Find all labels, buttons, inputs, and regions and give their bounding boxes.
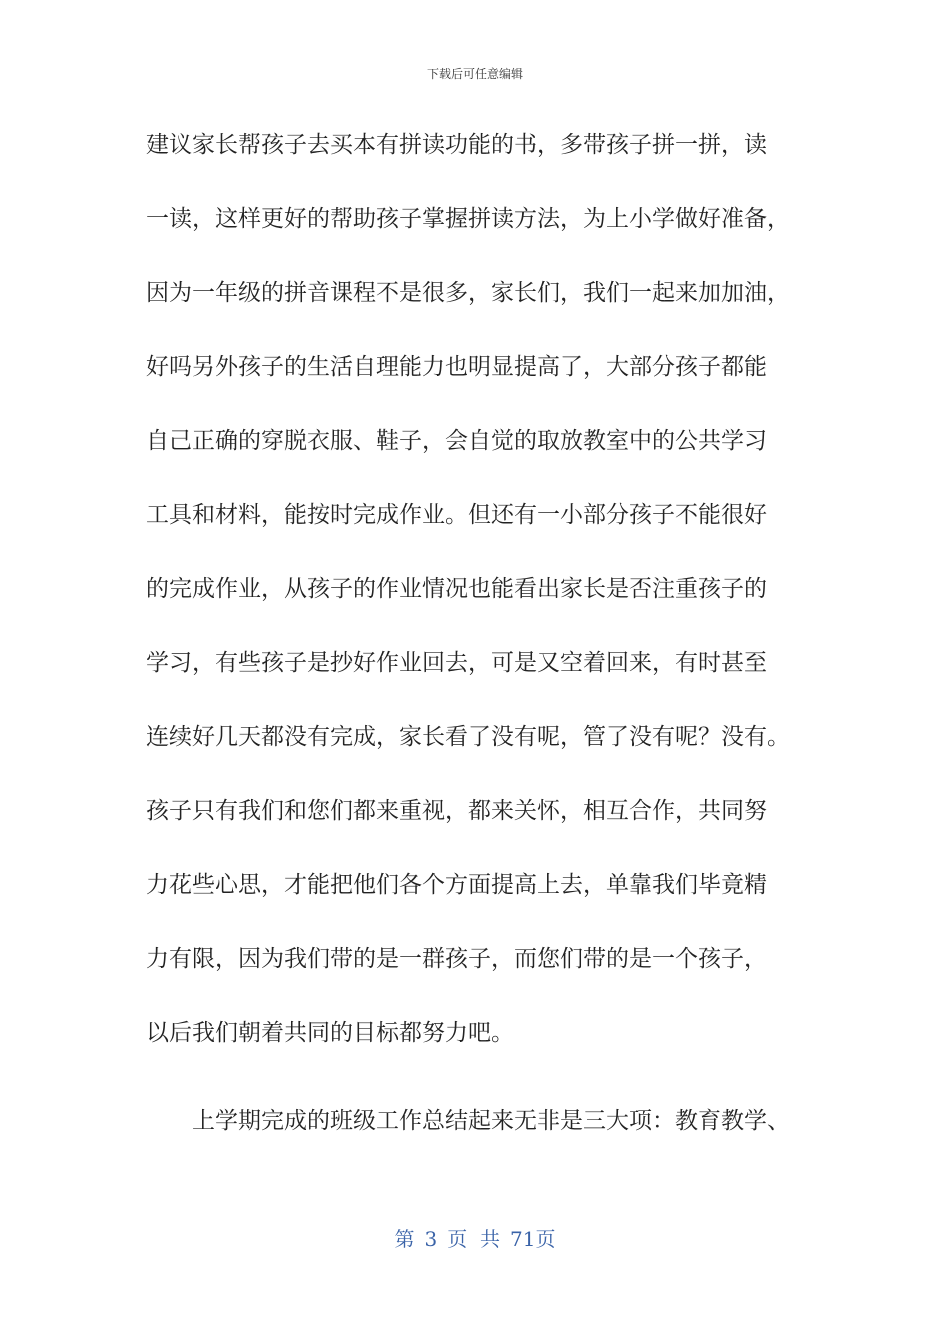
text-line-9: 连续好几天都没有完成，家长看了没有呢，管了没有呢？没有。 bbox=[146, 724, 790, 750]
text-line-6: 工具和材料，能按时完成作业。但还有一小部分孩子不能很好 bbox=[146, 502, 767, 528]
text-line-2: 一读，这样更好的帮助孩子掌握拼读方法，为上小学做好准备， bbox=[146, 206, 790, 232]
footer-total-pages: 71 bbox=[510, 1227, 536, 1251]
text-line-1: 建议家长帮孩子去买本有拼读功能的书，多带孩子拼一拼，读 bbox=[146, 132, 767, 158]
text-line-11: 力花些心思，才能把他们各个方面提高上去，单靠我们毕竟精 bbox=[146, 872, 767, 898]
document-body bbox=[146, 120, 806, 1170]
text-line-10: 孩子只有我们和您们都来重视，都来关怀，相互合作，共同努 bbox=[146, 798, 767, 824]
text-line-13: 以后我们朝着共同的目标都努力吧。 bbox=[146, 1020, 514, 1046]
text-line-5: 自己正确的穿脱衣服、鞋子，会自觉的取放教室中的公共学习 bbox=[146, 428, 767, 454]
footer-prefix: 第 bbox=[394, 1227, 415, 1251]
text-line-12: 力有限，因为我们带的是一群孩子，而您们带的是一个孩子， bbox=[146, 946, 767, 972]
text-line-8: 学习，有些孩子是抄好作业回去，可是又空着回来，有时甚至 bbox=[146, 650, 767, 676]
footer-suffix: 页 bbox=[535, 1227, 556, 1251]
paragraph-2-first-line: 上学期完成的班级工作总结起来无非是三大项：教育教学、 bbox=[192, 1108, 790, 1134]
footer-page-number: 3 bbox=[424, 1227, 438, 1251]
footer-middle: 页 共 bbox=[447, 1227, 500, 1251]
text-line-3: 因为一年级的拼音课程不是很多，家长们，我们一起来加加油， bbox=[146, 280, 790, 306]
text-line-4: 好吗另外孩子的生活自理能力也明显提高了，大部分孩子都能 bbox=[146, 354, 767, 380]
page-footer bbox=[0, 1226, 950, 1252]
page-header-note: 下载后可任意编辑 bbox=[426, 67, 523, 81]
text-line-7: 的完成作业，从孩子的作业情况也能看出家长是否注重孩子的 bbox=[146, 576, 767, 602]
